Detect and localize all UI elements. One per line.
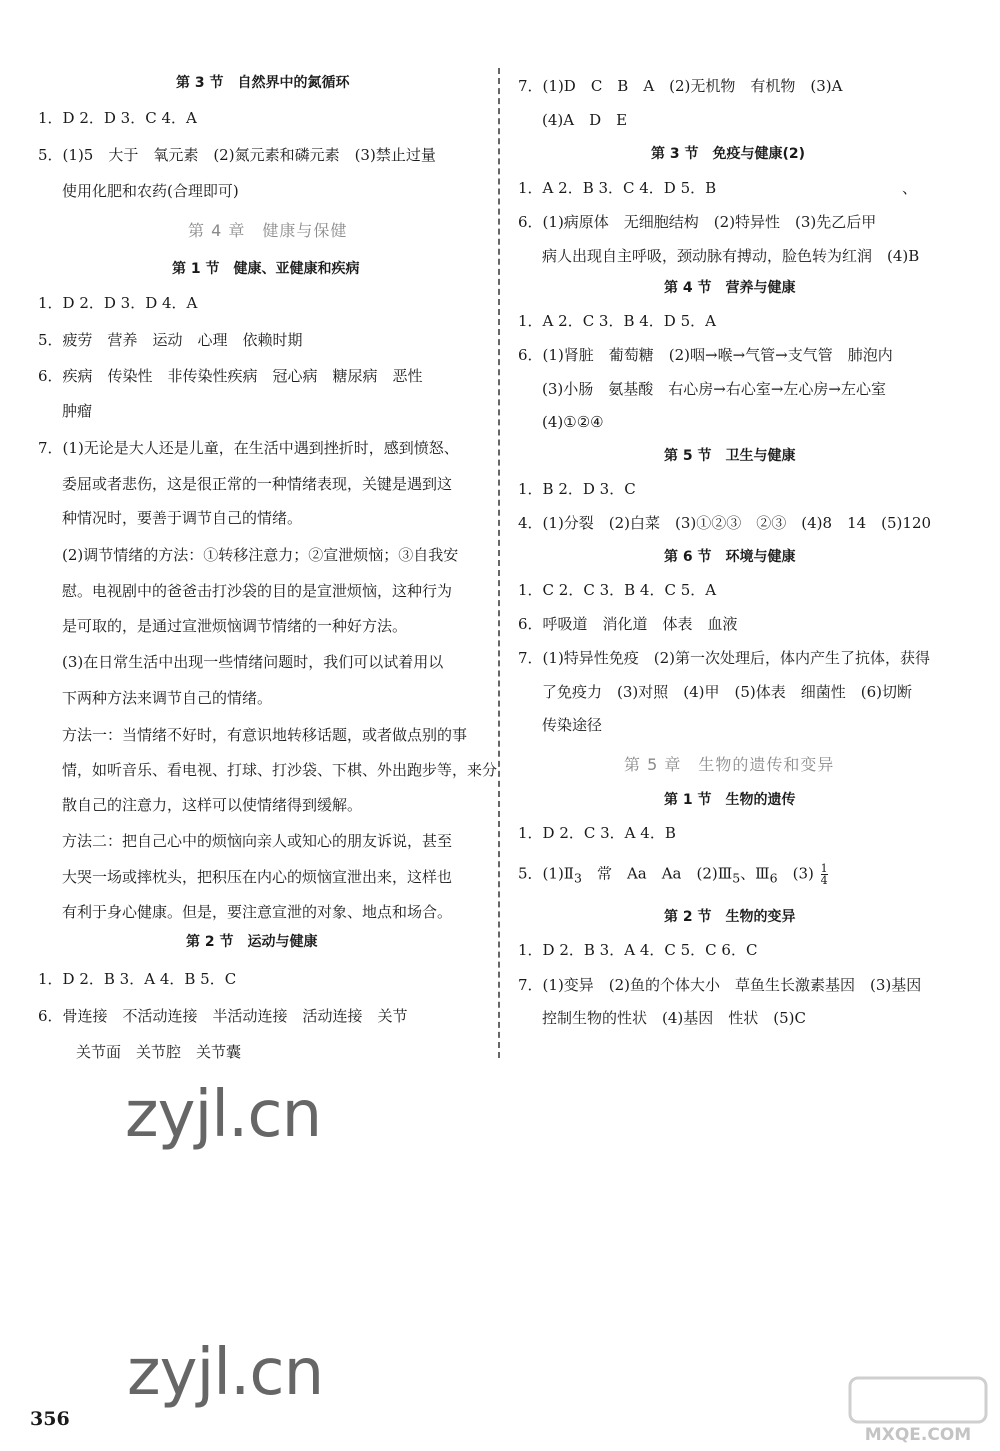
section-heading: 第 3 节 自然界中的氮循环 (176, 75, 350, 91)
logo-frame (850, 1378, 986, 1422)
section-heading: 第 4 节 营养与健康 (664, 280, 796, 296)
answer-line: 大哭一场或摔枕头，把积压在内心的烦恼宣泄出来，这样也 (62, 868, 453, 886)
answer-line: (3)小肠 氨基酸 右心房→右心室→左心房→左心室 (542, 380, 886, 398)
answer-line: 下两种方法来调节自己的情绪。 (62, 689, 273, 707)
answer-line: 种情况时，要善于调节自己的情绪。 (62, 509, 303, 527)
answer-line: 1．D 2．B 3．A 4．B 5．C (38, 970, 237, 988)
column-divider (498, 68, 500, 1058)
chapter-heading: 第 4 章 健康与保健 (188, 221, 348, 240)
answer-line: 6．呼吸道 消化道 体表 血液 (518, 615, 738, 633)
answer-line: 1．A 2．C 3．B 4．D 5．A (518, 312, 716, 330)
answer-line: 肿瘤 (62, 402, 93, 420)
answer-line: 1．C 2．C 3．B 4．C 5．A (518, 581, 717, 599)
answer-line: 7．(1)D C B A (2)无机物 有机物 (3)A (518, 77, 843, 95)
section-heading: 第 2 节 生物的变异 (664, 909, 796, 925)
section-heading: 第 1 节 生物的遗传 (664, 792, 796, 808)
answer-line: 慰。电视剧中的爸爸击打沙袋的目的是宣泄烦恼，这种行为 (62, 582, 453, 600)
fraction-numerator: 1 (820, 862, 828, 875)
answer-line: 6．(1)肾脏 葡萄糖 (2)咽→喉→气管→支气管 肺泡内 (518, 346, 893, 364)
answer-line: 使用化肥和农药(合理即可) (62, 182, 239, 200)
answer-line: 6．(1)病原体 无细胞结构 (2)特异性 (3)先乙后甲 (518, 213, 877, 231)
answer-line: 6．疾病 传染性 非传染性疾病 冠心病 糖尿病 恶性 (38, 367, 423, 385)
answer-line: 5．疲劳 营养 运动 心理 依赖时期 (38, 331, 303, 349)
answer-text: (3) (777, 864, 814, 883)
answer-line: 1．D 2．B 3．A 4．C 5．C 6．C (518, 941, 758, 959)
watermark: zyjl.cn (127, 1336, 324, 1410)
section-heading: 第 6 节 环境与健康 (664, 549, 796, 565)
answer-text: 5．(1)Ⅱ (518, 864, 574, 883)
answer-text: 常 Aa Aa (2)Ⅲ (581, 864, 733, 883)
answer-line: 委屈或者悲伤，这是很正常的一种情绪表现，关键是遇到这 (62, 475, 453, 493)
answer-line: 病人出现自主呼吸，颈动脉有搏动，脸色转为红润 (4)B (542, 247, 920, 265)
answer-line: (3)在日常生活中出现一些情绪问题时，我们可以试着用以 (62, 653, 444, 671)
subscript: 3 (574, 870, 582, 886)
site-logo (846, 1372, 996, 1447)
answer-line: 关节面 关节腔 关节囊 (76, 1043, 242, 1061)
answer-text: 、Ⅲ (740, 864, 770, 883)
answer-line: 是可取的，是通过宣泄烦恼调节情绪的一种好方法。 (62, 617, 408, 635)
answer-line: 4．(1)分裂 (2)白菜 (3)①②③ ②③ (4)8 14 (5)120 (518, 514, 932, 532)
subscript: 6 (769, 870, 778, 886)
answer-line: 1．D 2．D 3．C 4．A (38, 109, 197, 127)
answer-line: 1．B 2．D 3．C (518, 480, 636, 498)
chapter-heading: 第 5 章 生物的遗传和变异 (624, 755, 835, 774)
answer-line: 6．骨连接 不活动连接 半活动连接 活动连接 关节 (38, 1007, 408, 1025)
answer-line: 1．A 2．B 3．C 4．D 5．B (518, 179, 717, 197)
page-number: 356 (30, 1408, 70, 1430)
logo-text: MXQE.COM (864, 1425, 972, 1445)
answer-line: 了免疫力 (3)对照 (4)甲 (5)体表 细菌性 (6)切断 (542, 683, 912, 701)
answer-line: 有利于身心健康。但是，要注意宣泄的对象、地点和场合。 (62, 903, 453, 921)
answer-line: 7．(1)特异性免疫 (2)第一次处理后，体内产生了抗体，获得 (518, 649, 931, 667)
section-heading: 第 5 节 卫生与健康 (664, 448, 796, 464)
section-heading: 第 2 节 运动与健康 (186, 934, 318, 950)
subscript: 5 (732, 870, 741, 886)
answer-line (518, 863, 828, 889)
answer-line: (4)①②④ (542, 413, 604, 431)
answer-line: (4)A D E (542, 111, 628, 129)
fraction-denominator: 4 (820, 874, 828, 887)
answer-line: 传染途径 (542, 716, 603, 734)
watermark: zyjl.cn (125, 1078, 322, 1152)
answer-line: 1．D 2．C 3．A 4．B (518, 824, 676, 842)
section-heading: 第 1 节 健康、亚健康和疾病 (172, 261, 360, 277)
answer-line: 方法二：把自己心中的烦恼向亲人或知心的朋友诉说，甚至 (62, 832, 453, 850)
answer-line: 7．(1)无论是大人还是儿童，在生活中遇到挫折时，感到愤怒、 (38, 439, 459, 457)
answer-line: 1．D 2．D 3．D 4．A (38, 294, 198, 312)
fraction (821, 863, 828, 886)
answer-line: 7．(1)变异 (2)鱼的个体大小 草鱼生长激素基因 (3)基因 (518, 976, 922, 994)
stray-mark: 、 (902, 179, 918, 197)
answer-line: (2)调节情绪的方法：①转移注意力；②宣泄烦恼；③自我安 (62, 546, 459, 564)
answer-line: 情，如听音乐、看电视、打球、打沙袋、下棋、外出跑步等，来分 (62, 761, 498, 779)
answer-line: 方法一：当情绪不好时，有意识地转移话题，或者做点别的事 (62, 726, 468, 744)
section-heading: 第 3 节 免疫与健康(2) (651, 146, 806, 162)
answer-line: 控制生物的性状 (4)基因 性状 (5)C (542, 1009, 806, 1027)
answer-line: 5．(1)5 大于 氧元素 (2)氮元素和磷元素 (3)禁止过量 (38, 146, 436, 164)
answer-line: 散自己的注意力，这样可以使情绪得到缓解。 (62, 796, 363, 814)
